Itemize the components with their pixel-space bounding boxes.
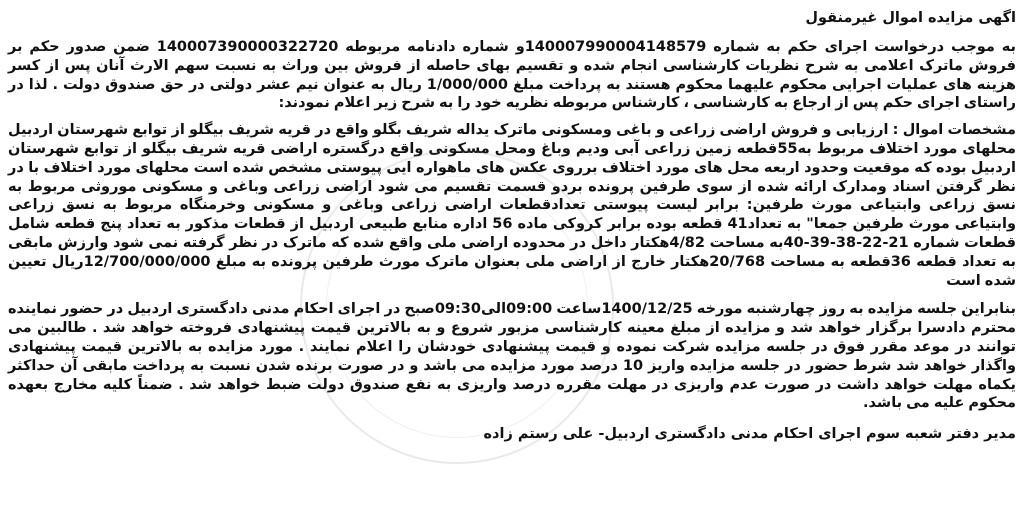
property-specs-paragraph: مشخصات اموال : ارزیابی و فروش اراضی زراعی و باغی ومسکونی ماترک یداله شریف بگلو واقع در قریه شریف بیگلو از توابع شهرستان اردبیل محلهای مورد اختلاف مربوط به55قطعه زمین زراعی آبی ودیم وباغ ومحل مسکونی واقع درگستره اراضی قریه شریف بیگلو از توابع شهرستان اردبیل بوده که موقعیت وحدود اربعه محل های مورد اختلاف برروی عکس های ماهواره ایی پیوستی مشخص شده است محلهای مورد اختلاف با در نظر گرفتن اسناد ومدارک ارائه شده از سوی طرفین پرونده بردو قسمت تقسیم می شود اراضی زراعی وباغی و مسکونی موروثی مربوط به نسق زراعی وابتیاعی مورث طرفین: برابر لیست پیوستی تعدادقطعات اراضی زراعی وباغی و مسکونی وخرمنگاه مربوط به نسق زراعی وابتیاعی مورث طرفین جمعا" به تعداد41 قطعه بوده برابر کروکی ماده 56 اداره منابع طبیعی اردبیل از قطعات مذکور به تعداد پنج قطعه شامل قطعات شماره 21-22-38-39-40به مساحت 4/82هکتار داخل در محدوده اراضی ملی واقع شده که ماترک در نظر گرفته نمی شود وارزش مابقی به تعداد قطعه 36قطعه به مساحت 20/768هکتار خارج از اراضی ملی بعنوان ماترک مورث طرفین پرونده به مبلغ 12/700/000/000ریال تعیین شده است xyxy=(8,122,1017,289)
paragraph-spacer xyxy=(8,113,1016,121)
notice-title: اگهی مزایده اموال غیرمنقول xyxy=(805,10,1016,26)
intro-paragraph: به موجب درخواست اجرای حکم به شماره 140007990004148579و شماره دادنامه مربوطه 140007390000322720 ضمن صدور حکم بر فروش ماترک اعلامی به شرح نظریات کارشناسی انجام شده و تقسیم بهای حاصله از فروش بین وراث به نسبت سهم الارث آنان پس از کسر هزینه های عملیات اجرایی محکوم علیهما محکوم هستند به پرداخت مبلغ 1/000/000 ریال به عنوان نیم عشر دولتی در حق صندوق دولت . لذا در راستای اجرای حکم پس از ارجاع به کارشناسی ، کارشناس مربوطه نظریه خود را به شرح زیر اعلام نمودند: xyxy=(8,39,1016,112)
auction-session-paragraph: بنابراین جلسه مزایده به روز چهارشنبه مورخه 1400/12/25ساعت 09:00الی09:30صبح در اجرای احکام مدنی دادگستری اردبیل در حضور نماینده محترم دادسرا برگزار خواهد شد و مزایده از مبلغ معینه کارشناسی مزبور شروع و به بالاترین قیمت پیشنهادی فروخته خواهد شد . طالبین می توانند در موعد مقرر فوق در جلسه مزایده شرکت نموده و قیمت پیشنهادی خودشان را اعلام نمایند . مورد مزایده به بالاترین قیمت پیشنهادی واگذار خواهد شد شرط حضور در جلسه مزایده واریز 10 درصد مورد مزایده می باشد و در صورت برنده شدن نسبت به پرداخت مابقی آن حداکثر یکماه مهلت خواهد داشت در صورت عدم واریزی در مهلت مقرره درصد واریزی به نفع صندوق دولت ضبط خواهد شد . ضمناً کلیه مخارج بعهده محکوم علیه می باشد. xyxy=(8,301,1017,412)
signature-line: مدیر دفتر شعبه سوم اجرای احکام مدنی دادگستری اردبیل- علی رستم زاده xyxy=(483,426,1016,443)
paragraph-spacer xyxy=(8,413,1016,425)
paragraph-spacer xyxy=(8,290,1016,300)
